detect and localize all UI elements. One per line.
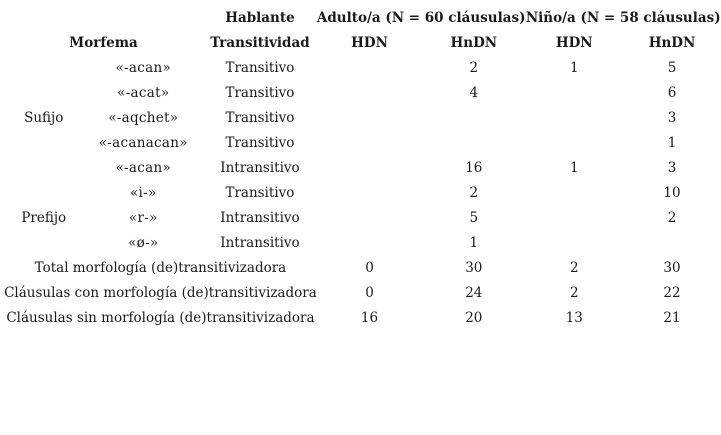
adult-hndn-cell: 24 (465, 284, 483, 301)
morpheme-cell: «i-» (129, 184, 157, 201)
child-hndn-cell: 3 (667, 109, 677, 126)
child-hndn-cell: 10 (663, 184, 681, 201)
adult-hdn-cell (317, 80, 422, 105)
adult-hndn-cell: 5 (469, 209, 479, 226)
morpheme-cell: «-acat» (117, 84, 170, 101)
summary-label: Cláusulas con morfología (de)transitivizadora (4, 284, 317, 301)
morpheme-cell: «ø-» (128, 234, 159, 251)
table-row (4, 55, 721, 80)
table-row (4, 230, 721, 255)
speaker-header: Hablante (225, 9, 295, 26)
morphology-table (4, 5, 721, 330)
adult-hdn-cell (317, 180, 422, 205)
child-hdn-cell: 1 (569, 59, 579, 76)
adult-hndn-cell: 4 (469, 84, 479, 101)
transitivity-cell: Intransitivo (220, 234, 300, 251)
transitivity-cell: Intransitivo (220, 159, 300, 176)
transitivity-cell: Intransitivo (220, 209, 300, 226)
summary-row (4, 280, 721, 305)
adult-hndn-header: HnDN (450, 34, 498, 51)
child-hndn-cell: 30 (663, 259, 681, 276)
empty-cell (84, 5, 204, 30)
adult-header: Adulto/a (N = 60 cláusulas) (316, 9, 526, 26)
transitivity-header: Transitividad (210, 34, 310, 51)
child-hndn-cell: 21 (663, 309, 681, 326)
group-label-prefix: Prefijo (21, 209, 67, 226)
morpheme-cell: «-acan» (115, 159, 172, 176)
child-hdn-cell: 2 (569, 259, 579, 276)
child-hndn-cell: 1 (667, 134, 677, 151)
adult-hdn-cell (317, 130, 422, 155)
summary-label: Total morfología (de)transitivizadora (34, 259, 287, 276)
adult-hndn-cell: 1 (469, 234, 479, 251)
child-hdn-cell (525, 180, 623, 205)
transitivity-cell: Transitivo (225, 184, 295, 201)
transitivity-cell: Transitivo (225, 84, 295, 101)
summary-row (4, 255, 721, 280)
table-row (4, 155, 721, 180)
adult-hndn-cell: 2 (469, 184, 479, 201)
child-hndn-cell (623, 230, 721, 255)
child-hdn-cell (525, 130, 623, 155)
child-hdn-cell: 13 (565, 309, 583, 326)
child-hndn-cell: 2 (667, 209, 677, 226)
transitivity-cell: Transitivo (225, 134, 295, 151)
child-hdn-cell (525, 80, 623, 105)
adult-hndn-cell: 20 (465, 309, 483, 326)
transitivity-cell: Transitivo (225, 109, 295, 126)
adult-hdn-cell: 16 (360, 309, 379, 326)
table-row (4, 80, 721, 105)
child-hdn-cell: 1 (569, 159, 579, 176)
transitivity-cell: Transitivo (225, 59, 295, 76)
adult-hdn-cell (317, 205, 422, 230)
child-hndn-cell: 22 (663, 284, 681, 301)
adult-hdn-cell (317, 105, 422, 130)
adult-hndn-cell (422, 105, 525, 130)
adult-hdn-cell: 0 (365, 259, 374, 276)
morpheme-cell: «-acanacan» (98, 134, 188, 151)
morpheme-cell: «r-» (128, 209, 158, 226)
table-row (4, 205, 721, 230)
adult-hdn-header: HDN (351, 34, 388, 51)
adult-hndn-cell (422, 130, 525, 155)
child-hndn-cell: 5 (667, 59, 677, 76)
child-hdn-header: HDN (555, 34, 593, 51)
morpheme-cell: «-acan» (115, 59, 172, 76)
header-row-speaker (4, 5, 721, 30)
adult-hdn-cell (317, 230, 422, 255)
group-label-suffix: Sufijo (24, 109, 64, 126)
child-hndn-cell: 6 (667, 84, 677, 101)
adult-hdn-cell: 0 (365, 284, 374, 301)
child-hdn-cell (525, 205, 623, 230)
child-hndn-header: HnDN (648, 34, 696, 51)
adult-hndn-cell: 2 (469, 59, 479, 76)
adult-hndn-cell: 30 (465, 259, 483, 276)
table-row (4, 130, 721, 155)
header-row-columns (4, 30, 721, 55)
child-hndn-cell: 3 (667, 159, 677, 176)
table-row (4, 105, 721, 130)
child-hdn-cell (525, 230, 623, 255)
child-hdn-cell (525, 105, 623, 130)
empty-cell (4, 5, 84, 30)
table-row (4, 180, 721, 205)
child-header: Niño/a (N = 58 cláusulas) (525, 9, 721, 26)
morpheme-header: Morfema (69, 34, 138, 51)
adult-hdn-cell (317, 55, 422, 80)
adult-hndn-cell: 16 (465, 159, 483, 176)
summary-label: Cláusulas sin morfología (de)transitivizadora (6, 309, 315, 326)
summary-row (4, 305, 721, 330)
morpheme-cell: «-aqchet» (108, 109, 179, 126)
adult-hdn-cell (317, 155, 422, 180)
child-hdn-cell: 2 (569, 284, 579, 301)
